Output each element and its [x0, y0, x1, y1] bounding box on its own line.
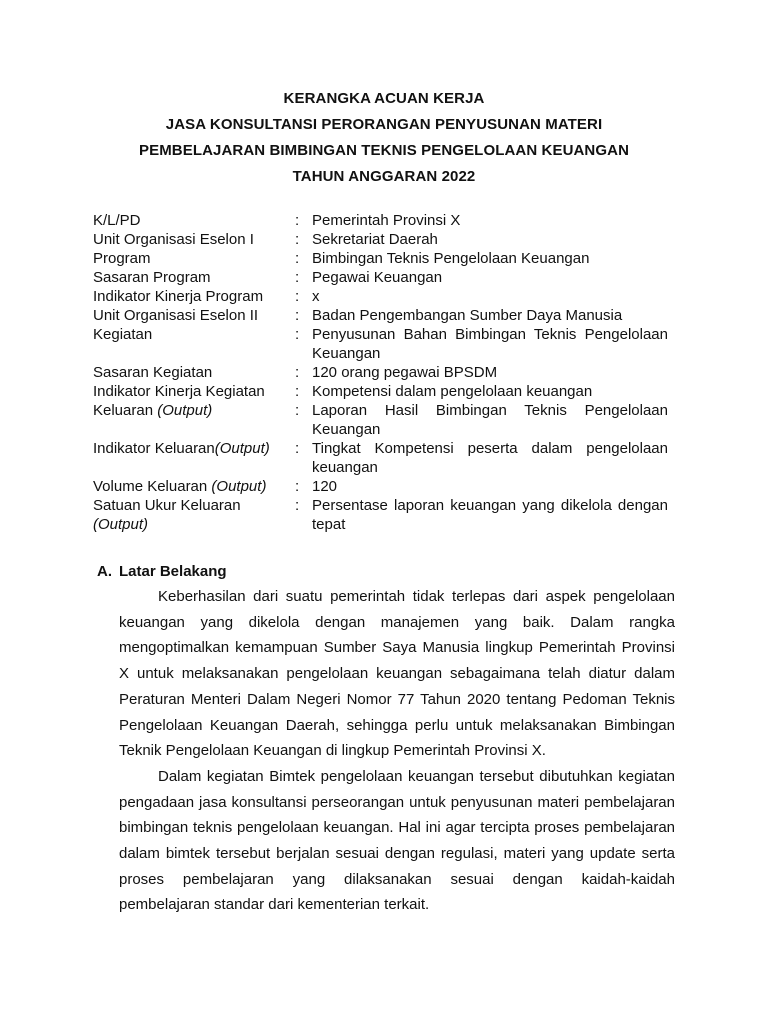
info-label-text: Volume Keluaran [93, 478, 212, 495]
info-value: Bimbingan Teknis Pengelolaan Keuangan [312, 250, 590, 267]
info-row-eselon-2 [93, 306, 668, 325]
info-label-text: Keluaran [93, 402, 158, 419]
document-title [0, 86, 768, 190]
info-label [93, 439, 293, 458]
info-label-italic: (Output) [214, 440, 270, 457]
info-label [93, 401, 293, 420]
info-label [93, 477, 293, 496]
info-separator: : [295, 250, 300, 267]
info-label [93, 496, 293, 534]
info-value: Persentase laporan keuangan yang dikelola dengan tepat [312, 497, 668, 533]
info-label: Unit Organisasi Eselon II [93, 307, 259, 324]
title-line-2: JASA KONSULTANSI PERORANGAN PENYUSUNAN MATERI [165, 116, 603, 133]
info-table [93, 211, 668, 534]
info-value: Pemerintah Provinsi X [312, 212, 461, 229]
info-label: K/L/PD [93, 212, 141, 229]
info-label-text: Indikator Keluaran [93, 440, 215, 457]
info-label: Indikator Kinerja Program [93, 288, 264, 305]
info-separator: : [295, 440, 300, 457]
info-value: Laporan Hasil Bimbingan Teknis Pengelolaan Keuangan [312, 402, 668, 438]
title-line-3: PEMBELAJARAN BIMBINGAN TEKNIS PENGELOLAAN KEUANGAN [138, 142, 630, 159]
info-separator: : [295, 364, 300, 381]
info-separator: : [295, 478, 300, 495]
info-row-eselon-1 [93, 230, 668, 249]
info-row-indikator-keluaran [93, 439, 668, 477]
info-value: 120 orang pegawai BPSDM [312, 364, 498, 381]
info-label: Program [93, 250, 151, 267]
info-value: Pegawai Keuangan [312, 269, 443, 286]
info-row-sasaran-program [93, 268, 668, 287]
info-row-indikator-kegiatan [93, 382, 668, 401]
info-label: Indikator Kinerja Kegiatan [93, 383, 265, 400]
info-value: Sekretariat Daerah [312, 231, 438, 248]
info-label: Sasaran Program [93, 269, 211, 286]
info-row-sasaran-kegiatan [93, 363, 668, 382]
info-label: Sasaran Kegiatan [93, 364, 213, 381]
paragraph: Dalam kegiatan Bimtek pengelolaan keuangan tersebut dibutuhkan kegiatan pengadaan jasa konsultansi perseorangan untuk penyusunan materi pembelajaran bimbingan teknis pengelolaan keuangan. Hal ini agar tercipta proses pembelajaran dalam bimtek tersebut berjalan sesuai dengan regulasi, materi yang update serta proses pembelajaran yang dilaksanakan sesuai dengan kaidah-kaidah pembelajaran standar dari kementerian terkait. [119, 767, 675, 914]
info-value: Tingkat Kompetensi peserta dalam pengelolaan keuangan [312, 440, 668, 476]
info-separator: : [295, 288, 300, 305]
info-value: Badan Pengembangan Sumber Daya Manusia [312, 307, 623, 324]
info-separator: : [295, 383, 300, 400]
info-value: 120 [312, 478, 338, 495]
section-letter: A. [97, 563, 112, 580]
paragraph: Keberhasilan dari suatu pemerintah tidak terlepas dari aspek pengelolaan keuangan yang dikelola dengan manajemen yang baik. Dalam rangka mengoptimalkan kemampuan Sumber Saya Manusia lingkup Pemerintah Provinsi X untuk melaksanakan pengelolaan keuangan sebagaimana telah diatur dalam Peraturan Menteri Dalam Negeri Nomor 77 Tahun 2020 tentang Pedoman Teknis Pengelolaan Keuangan Daerah, sehingga perlu untuk melaksanakan Bimbingan Teknik Pengelolaan Keuangan di lingkup Pemerintah Provinsi X. [119, 588, 675, 760]
title-line-4: TAHUN ANGGARAN 2022 [292, 168, 476, 185]
info-row-volume-keluaran [93, 477, 668, 496]
info-separator: : [295, 326, 300, 343]
info-value: Kompetensi dalam pengelolaan keuangan [312, 383, 593, 400]
info-label-italic: (Output) [93, 516, 149, 533]
section-latar-belakang [97, 562, 675, 918]
info-separator: : [295, 402, 300, 419]
info-row-kegiatan [93, 325, 668, 363]
info-value: x [312, 288, 320, 305]
info-separator: : [295, 231, 300, 248]
info-separator: : [295, 307, 300, 324]
section-title: Latar Belakang [119, 563, 227, 580]
info-label-text: Satuan Ukur Keluaran [93, 497, 241, 514]
info-separator: : [295, 497, 300, 514]
info-separator: : [295, 269, 300, 286]
info-label: Kegiatan [93, 326, 153, 343]
info-row-satuan-ukur [93, 496, 668, 534]
info-row-klpd [93, 211, 668, 230]
info-row-indikator-program [93, 287, 668, 306]
info-row-program [93, 249, 668, 268]
title-line-1: KERANGKA ACUAN KERJA [283, 90, 485, 107]
info-row-keluaran [93, 401, 668, 439]
info-value: Penyusunan Bahan Bimbingan Teknis Pengelolaan Keuangan [312, 326, 668, 362]
info-label-italic: (Output) [157, 402, 213, 419]
info-label-italic: (Output) [211, 478, 267, 495]
section-heading [97, 562, 675, 582]
info-separator: : [295, 212, 300, 229]
info-label: Unit Organisasi Eselon I [93, 231, 254, 248]
